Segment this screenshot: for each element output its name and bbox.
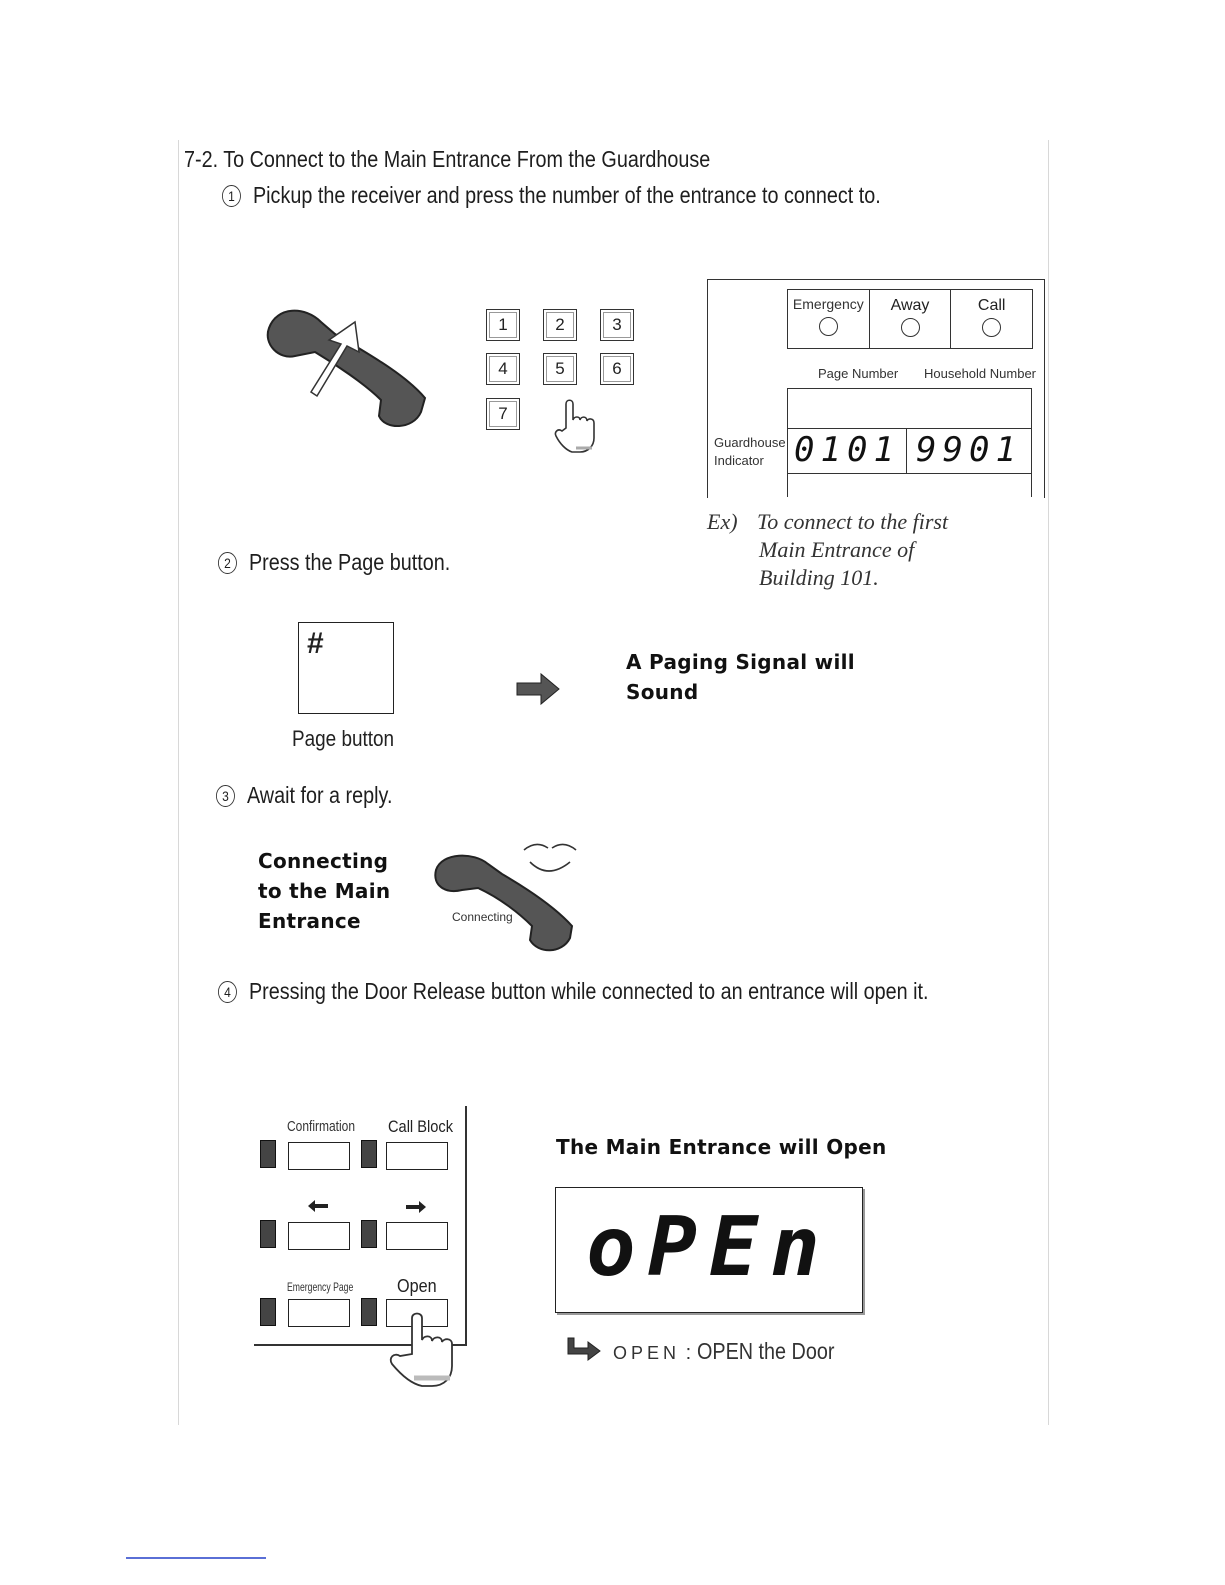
step-number: 3 (216, 785, 235, 807)
example-line1: To connect to the first (757, 509, 949, 534)
paging-note-line1: A Paging Signal will (626, 650, 855, 674)
step-text: Press the Page button. (248, 549, 451, 575)
guardhouse-label-line1: Guardhouse (714, 435, 786, 450)
pressing-hand-icon (384, 1310, 464, 1388)
keypad-key[interactable]: 1 (486, 309, 520, 341)
step-3 (216, 782, 392, 809)
open-display-text: oPEn (586, 1200, 832, 1295)
hash-symbol: # (307, 627, 324, 660)
open-legend (613, 1338, 856, 1365)
legend-key: OPEN (613, 1343, 681, 1363)
away-button[interactable] (870, 290, 952, 348)
return-arrow-icon (566, 1336, 602, 1362)
emergency-button[interactable] (788, 290, 870, 348)
guardhouse-display (787, 428, 1032, 474)
right-led (361, 1220, 377, 1248)
keypad-key[interactable]: 2 (543, 309, 577, 341)
example-line3: Building 101. (759, 565, 879, 590)
call-block-button[interactable] (386, 1142, 448, 1170)
left-rule (178, 140, 179, 1425)
display-top-row (787, 388, 1032, 428)
panel-border-right (465, 1106, 467, 1346)
keypad-key[interactable]: 3 (600, 309, 634, 341)
legend-value: OPEN the Door (696, 1338, 835, 1364)
status-buttons (787, 289, 1033, 349)
confirmation-label: Confirmation (287, 1118, 356, 1135)
page-number-display: 0101 (788, 429, 907, 473)
left-led (260, 1220, 276, 1248)
call-label: Call (977, 297, 1006, 314)
example-caption (707, 508, 948, 592)
step-4 (218, 978, 928, 1005)
call-indicator-icon (982, 318, 1001, 337)
section-title: 7-2. To Connect to the Main Entrance From the Guardhouse (184, 146, 711, 172)
await-note-line3: Entrance (258, 909, 361, 933)
call-block-label: Call Block (388, 1117, 454, 1136)
right-button[interactable] (386, 1222, 448, 1250)
arrow-right-icon (404, 1200, 428, 1214)
await-note (258, 846, 390, 936)
paging-note (626, 647, 855, 707)
right-rule (1048, 140, 1049, 1425)
away-indicator-icon (901, 318, 920, 337)
footer-rule (126, 1557, 266, 1559)
step-text: Await for a reply. (246, 782, 393, 808)
call-button[interactable] (951, 290, 1032, 348)
keypad-key[interactable]: 4 (486, 353, 520, 385)
arrow-left-icon (306, 1199, 330, 1213)
step-1 (222, 182, 881, 209)
open-led (361, 1298, 377, 1326)
left-button[interactable] (288, 1222, 350, 1250)
display-bottom-row (787, 474, 1032, 497)
page-button[interactable] (298, 622, 394, 714)
open-label: Open (397, 1276, 437, 1296)
await-note-line2: to the Main (258, 879, 391, 903)
example-prefix: Ex) (707, 509, 738, 534)
open-display (555, 1187, 863, 1313)
confirmation-button[interactable] (288, 1142, 350, 1170)
ringing-icon (520, 838, 580, 880)
emergency-page-label: Emergency Page (287, 1280, 354, 1294)
step-text: Pickup the receiver and press the number of the entrance to connect to. (252, 182, 881, 208)
open-note-title: The Main Entrance will Open (556, 1135, 887, 1159)
keypad-key[interactable]: 5 (543, 353, 577, 385)
emergency-indicator-icon (819, 317, 838, 336)
keypad-key[interactable]: 7 (486, 398, 520, 430)
pointing-hand-icon (552, 398, 598, 454)
step-number: 4 (218, 981, 237, 1003)
step-number: 1 (222, 185, 241, 207)
guardhouse-label (714, 434, 786, 470)
step-number: 2 (218, 552, 237, 574)
handset-pickup-icon (255, 300, 430, 430)
emergency-page-button[interactable] (288, 1299, 350, 1327)
emergency-label: Emergency (792, 296, 864, 312)
emergency-page-led (260, 1298, 276, 1326)
await-note-line1: Connecting (258, 849, 389, 873)
confirmation-led (260, 1140, 276, 1168)
call-block-led (361, 1140, 377, 1168)
legend-sep: : (680, 1342, 697, 1364)
right-arrow-icon (515, 672, 561, 706)
household-number-display: 9901 (916, 430, 1022, 470)
household-number-label: Household Number (924, 366, 1037, 381)
away-label: Away (890, 297, 930, 314)
step-2 (218, 549, 450, 576)
handset-label: Connecting (452, 910, 513, 924)
step-text: Pressing the Door Release button while connected to an entrance will open it. (248, 978, 929, 1004)
guardhouse-label-line2: Indicator (714, 453, 764, 468)
keypad-key[interactable]: 6 (600, 353, 634, 385)
paging-note-line2: Sound (626, 680, 699, 704)
page-number-label: Page Number (818, 366, 899, 381)
page-button-caption: Page button (292, 726, 395, 751)
example-line2: Main Entrance of (759, 537, 915, 562)
